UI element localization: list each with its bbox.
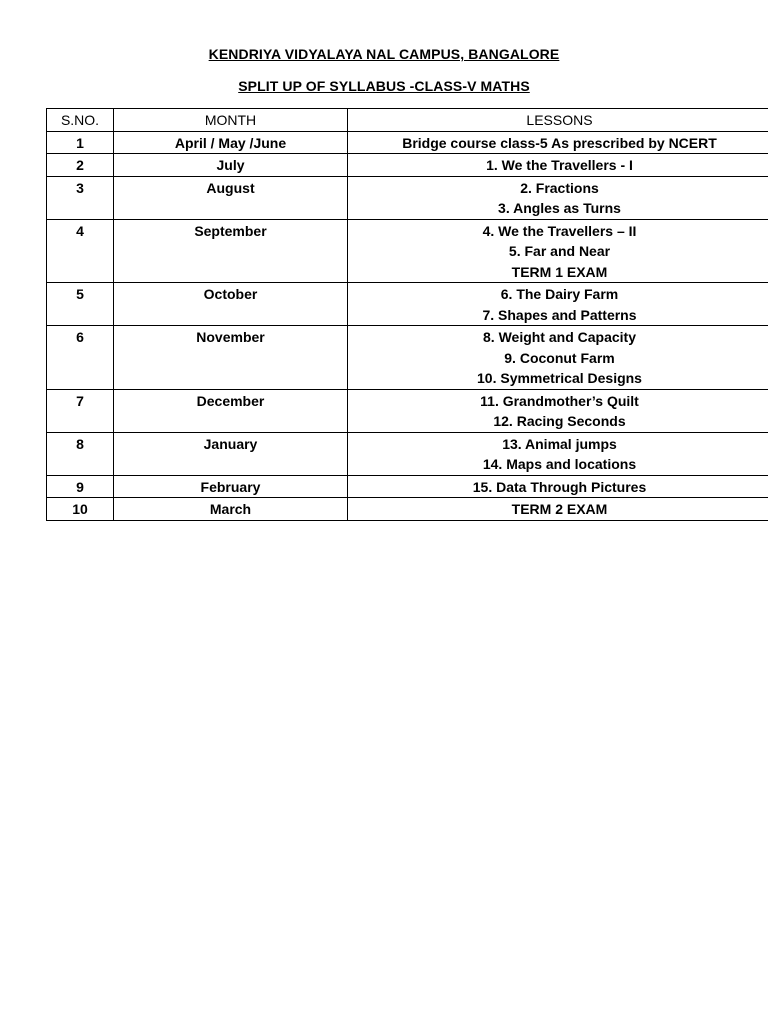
syllabus-table — [46, 108, 768, 521]
table-row — [47, 475, 768, 498]
table-row — [47, 498, 768, 521]
lesson-item: 1. We the Travellers - I — [486, 157, 633, 173]
lesson-item: 11. Grandmother’s Quilt — [480, 392, 639, 409]
cell-sno: 5 — [47, 283, 114, 326]
cell-sno: 3 — [47, 176, 114, 219]
table-row — [47, 176, 768, 219]
cell-sno: 4 — [47, 219, 114, 283]
lesson-item: 10. Symmetrical Designs — [477, 370, 642, 386]
column-header-sno: S.NO. — [47, 109, 114, 132]
cell-lessons — [348, 475, 768, 498]
lesson-item: TERM 1 EXAM — [511, 263, 608, 280]
cell-lessons — [348, 432, 768, 475]
lesson-item: 7. Shapes and Patterns — [482, 306, 637, 323]
lesson-item: 6. The Dairy Farm — [500, 286, 619, 302]
lesson-item: Bridge course class-5 As prescribed by NCERT — [402, 134, 717, 151]
cell-month: April / May /June — [114, 131, 348, 154]
cell-sno: 8 — [47, 432, 114, 475]
table-row — [47, 131, 768, 154]
cell-sno: 6 — [47, 326, 114, 390]
lesson-item: 3. Angles as Turns — [498, 200, 621, 216]
cell-sno: 1 — [47, 131, 114, 154]
table-row — [47, 389, 768, 432]
cell-lessons — [348, 176, 768, 219]
cell-sno: 9 — [47, 475, 114, 498]
cell-month: March — [114, 498, 348, 521]
cell-month: November — [114, 326, 348, 390]
cell-lessons — [348, 131, 768, 154]
lesson-item: 12. Racing Seconds — [493, 413, 626, 429]
lesson-item: TERM 2 EXAM — [511, 501, 608, 517]
cell-month: October — [114, 283, 348, 326]
cell-sno: 2 — [47, 154, 114, 177]
cell-month: August — [114, 176, 348, 219]
table-row — [47, 219, 768, 283]
table-row — [47, 326, 768, 390]
lesson-item: 14. Maps and locations — [482, 456, 637, 472]
table-row — [47, 154, 768, 177]
table-header-row — [47, 109, 768, 132]
table-body — [47, 131, 768, 520]
cell-lessons — [348, 283, 768, 326]
column-header-lessons: LESSONS — [348, 109, 768, 132]
cell-month: September — [114, 219, 348, 283]
document-title: KENDRIYA VIDYALAYA NAL CAMPUS, BANGALORE — [208, 46, 560, 62]
cell-sno: 10 — [47, 498, 114, 521]
cell-month: February — [114, 475, 348, 498]
lesson-item: 9. Coconut Farm — [504, 349, 615, 366]
cell-month: January — [114, 432, 348, 475]
document-subtitle: SPLIT UP OF SYLLABUS -CLASS-V MATHS — [238, 78, 530, 94]
cell-lessons — [348, 326, 768, 390]
lesson-item: 4. We the Travellers – II — [482, 222, 637, 239]
cell-lessons — [348, 154, 768, 177]
cell-lessons — [348, 389, 768, 432]
cell-lessons — [348, 498, 768, 521]
lesson-item: 15. Data Through Pictures — [472, 478, 647, 495]
cell-lessons — [348, 219, 768, 283]
table-row — [47, 283, 768, 326]
table-row — [47, 432, 768, 475]
column-header-month: MONTH — [114, 109, 348, 132]
cell-month: July — [114, 154, 348, 177]
lesson-item: 5. Far and Near — [508, 243, 611, 259]
lesson-item: 13. Animal jumps — [502, 435, 617, 452]
lesson-item: 2. Fractions — [520, 179, 599, 196]
lesson-item: 8. Weight and Capacity — [483, 329, 636, 345]
cell-month: December — [114, 389, 348, 432]
cell-sno: 7 — [47, 389, 114, 432]
